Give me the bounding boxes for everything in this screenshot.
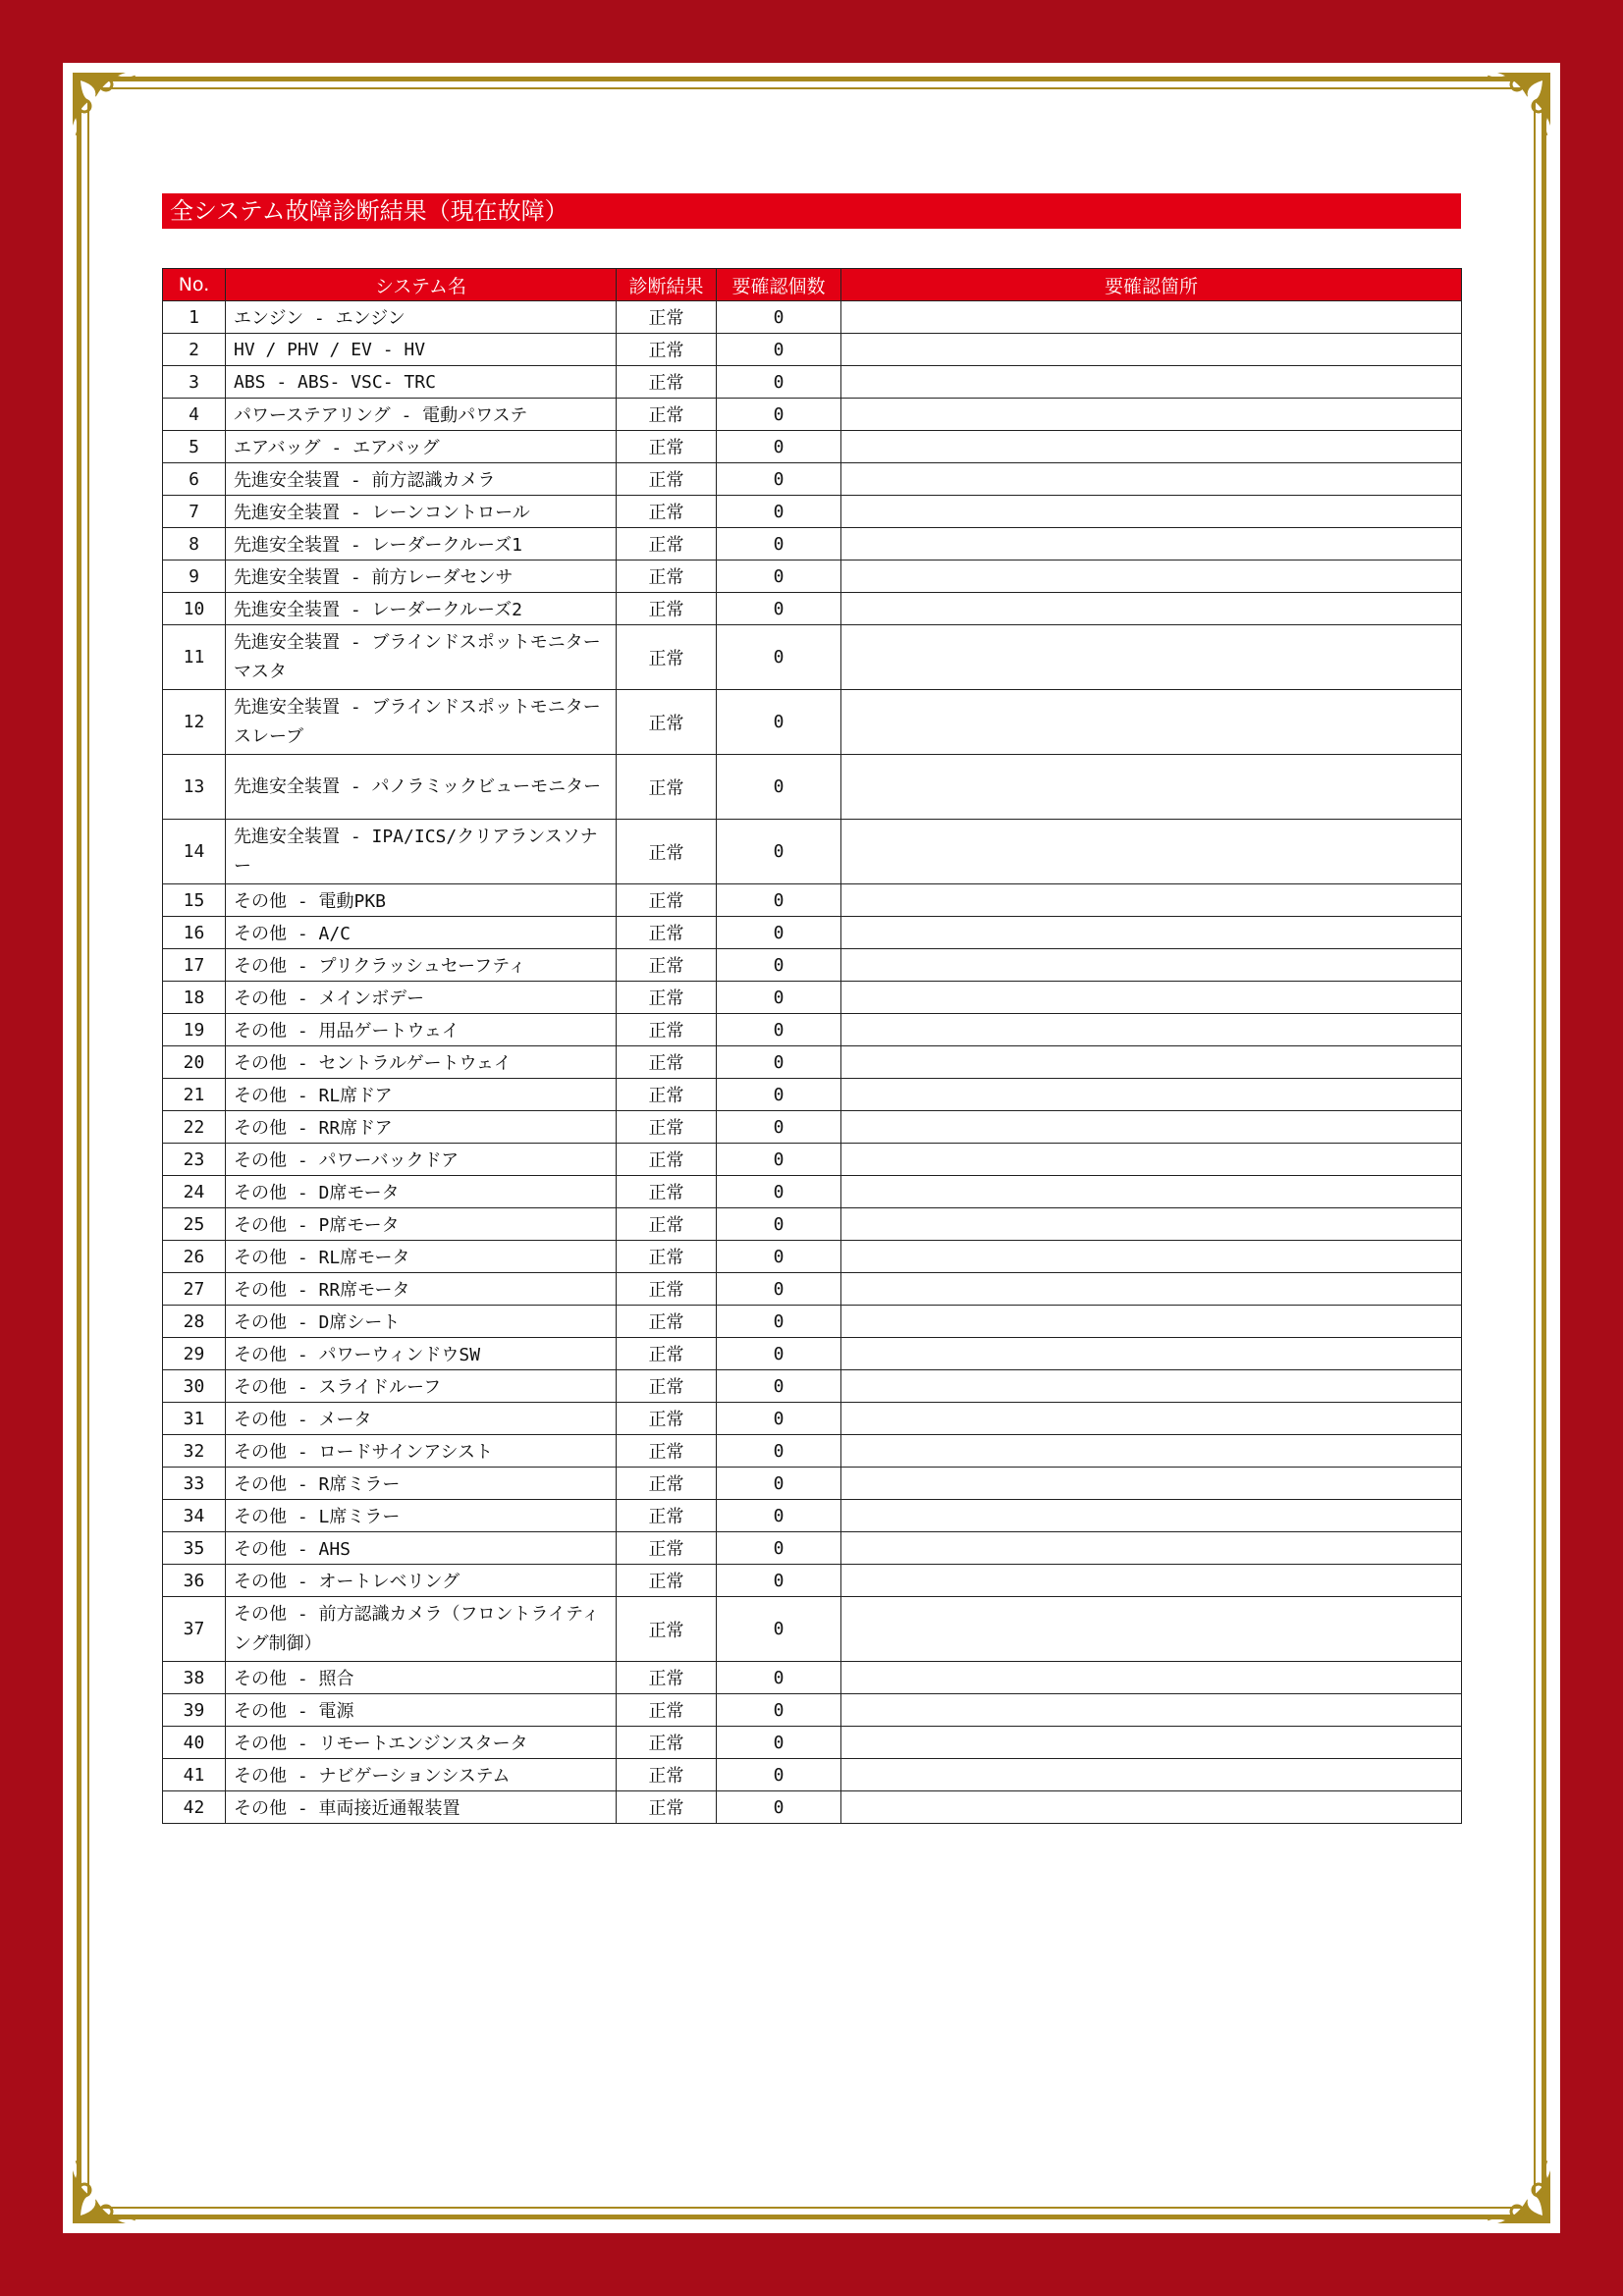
check-count: 0 (717, 1662, 841, 1694)
system-name: 先進安全装置 - レーダークルーズ2 (226, 593, 617, 625)
table-row (163, 1144, 1462, 1176)
check-count: 0 (717, 982, 841, 1014)
corner-ornament-icon (67, 67, 161, 161)
table-row (163, 884, 1462, 917)
row-number: 3 (163, 366, 226, 399)
check-count: 0 (717, 1273, 841, 1306)
row-number: 42 (163, 1791, 226, 1824)
table-row (163, 949, 1462, 982)
table-row (163, 1176, 1462, 1208)
system-name: 先進安全装置 - ブラインドスポットモニター マスタ (226, 625, 617, 690)
system-name: エンジン - エンジン (226, 301, 617, 334)
check-count: 0 (717, 1306, 841, 1338)
row-number: 7 (163, 496, 226, 528)
check-count: 0 (717, 1370, 841, 1403)
check-location (841, 399, 1462, 431)
check-count: 0 (717, 884, 841, 917)
check-count: 0 (717, 917, 841, 949)
system-name: その他 - 前方認識カメラ（フロントライティング制御） (226, 1597, 617, 1662)
system-name: 先進安全装置 - レーダークルーズ1 (226, 528, 617, 561)
check-location (841, 334, 1462, 366)
table-row (163, 1468, 1462, 1500)
system-name: 先進安全装置 - IPA/ICS/クリアランスソナー (226, 820, 617, 884)
table-row (163, 431, 1462, 463)
check-location (841, 1662, 1462, 1694)
diagnosis-result: 正常 (617, 1597, 717, 1662)
check-location (841, 690, 1462, 755)
check-count: 0 (717, 334, 841, 366)
row-number: 36 (163, 1565, 226, 1597)
row-number: 22 (163, 1111, 226, 1144)
check-location (841, 1370, 1462, 1403)
table-row (163, 463, 1462, 496)
check-location (841, 496, 1462, 528)
diagnosis-result: 正常 (617, 1306, 717, 1338)
row-number: 13 (163, 755, 226, 820)
check-location (841, 561, 1462, 593)
system-name: 先進安全装置 - レーンコントロール (226, 496, 617, 528)
system-name: その他 - オートレベリング (226, 1565, 617, 1597)
check-count: 0 (717, 528, 841, 561)
check-count: 0 (717, 1727, 841, 1759)
row-number: 8 (163, 528, 226, 561)
table-row (163, 1759, 1462, 1791)
table-row (163, 1565, 1462, 1597)
check-count: 0 (717, 755, 841, 820)
table-row (163, 496, 1462, 528)
diagnosis-result: 正常 (617, 1468, 717, 1500)
system-name: その他 - プリクラッシュセーフティ (226, 949, 617, 982)
system-name: 先進安全装置 - 前方レーダセンサ (226, 561, 617, 593)
table-row (163, 366, 1462, 399)
check-location (841, 1014, 1462, 1046)
system-name: その他 - メータ (226, 1403, 617, 1435)
row-number: 23 (163, 1144, 226, 1176)
system-name: その他 - RL席モータ (226, 1241, 617, 1273)
table-row (163, 1111, 1462, 1144)
document-page (63, 63, 1560, 2233)
check-location (841, 982, 1462, 1014)
diagnosis-result: 正常 (617, 399, 717, 431)
diagnosis-result: 正常 (617, 755, 717, 820)
diagnosis-result: 正常 (617, 690, 717, 755)
diagnosis-result: 正常 (617, 1532, 717, 1565)
system-name: その他 - 車両接近通報装置 (226, 1791, 617, 1824)
diagnosis-result: 正常 (617, 820, 717, 884)
check-count: 0 (717, 1014, 841, 1046)
table-body (163, 301, 1462, 1824)
table-row (163, 1791, 1462, 1824)
check-count: 0 (717, 949, 841, 982)
table-row (163, 917, 1462, 949)
diagnosis-result: 正常 (617, 1565, 717, 1597)
header-location: 要確認箇所 (841, 269, 1462, 301)
check-count: 0 (717, 496, 841, 528)
row-number: 39 (163, 1694, 226, 1727)
check-count: 0 (717, 1565, 841, 1597)
check-location (841, 1694, 1462, 1727)
check-count: 0 (717, 1111, 841, 1144)
check-location (841, 755, 1462, 820)
check-location (841, 949, 1462, 982)
check-count: 0 (717, 1468, 841, 1500)
table-row (163, 1727, 1462, 1759)
check-location (841, 1565, 1462, 1597)
table-row (163, 399, 1462, 431)
table-row (163, 1500, 1462, 1532)
check-location (841, 1046, 1462, 1079)
check-count: 0 (717, 301, 841, 334)
row-number: 18 (163, 982, 226, 1014)
check-count: 0 (717, 1759, 841, 1791)
table-row (163, 1046, 1462, 1079)
diagnosis-result: 正常 (617, 1370, 717, 1403)
check-location (841, 593, 1462, 625)
check-count: 0 (717, 1403, 841, 1435)
diagnosis-result: 正常 (617, 1727, 717, 1759)
diagnosis-result: 正常 (617, 917, 717, 949)
row-number: 25 (163, 1208, 226, 1241)
table-row (163, 1241, 1462, 1273)
system-name: その他 - R席ミラー (226, 1468, 617, 1500)
check-location (841, 1468, 1462, 1500)
diagnosis-result: 正常 (617, 1273, 717, 1306)
diagnosis-result: 正常 (617, 593, 717, 625)
system-name: 先進安全装置 - ブラインドスポットモニター スレーブ (226, 690, 617, 755)
row-number: 1 (163, 301, 226, 334)
system-name: その他 - L席ミラー (226, 1500, 617, 1532)
diagnosis-result: 正常 (617, 1435, 717, 1468)
row-number: 30 (163, 1370, 226, 1403)
check-count: 0 (717, 399, 841, 431)
row-number: 34 (163, 1500, 226, 1532)
row-number: 31 (163, 1403, 226, 1435)
system-name: その他 - RR席ドア (226, 1111, 617, 1144)
system-name: 先進安全装置 - パノラミックビューモニター (226, 755, 617, 820)
check-count: 0 (717, 1597, 841, 1662)
check-location (841, 1338, 1462, 1370)
corner-ornament-icon (1462, 67, 1556, 161)
diagnosis-result: 正常 (617, 1208, 717, 1241)
row-number: 29 (163, 1338, 226, 1370)
system-name: その他 - AHS (226, 1532, 617, 1565)
page-title: 全システム故障診断結果（現在故障） (162, 193, 1461, 229)
diagnosis-result: 正常 (617, 1694, 717, 1727)
table-row (163, 1208, 1462, 1241)
check-count: 0 (717, 1532, 841, 1565)
diagnosis-result: 正常 (617, 1403, 717, 1435)
table-row (163, 301, 1462, 334)
check-location (841, 528, 1462, 561)
table-row (163, 1273, 1462, 1306)
check-location (841, 1273, 1462, 1306)
table-row (163, 755, 1462, 820)
diagnosis-result: 正常 (617, 334, 717, 366)
table-row (163, 1306, 1462, 1338)
system-name: パワーステアリング - 電動パワステ (226, 399, 617, 431)
check-count: 0 (717, 593, 841, 625)
row-number: 12 (163, 690, 226, 755)
table-row (163, 982, 1462, 1014)
row-number: 20 (163, 1046, 226, 1079)
row-number: 41 (163, 1759, 226, 1791)
diagnosis-result: 正常 (617, 463, 717, 496)
table-row (163, 625, 1462, 690)
row-number: 10 (163, 593, 226, 625)
table-row (163, 1014, 1462, 1046)
check-location (841, 1208, 1462, 1241)
system-name: その他 - D席モータ (226, 1176, 617, 1208)
table-row (163, 561, 1462, 593)
system-name: その他 - スライドルーフ (226, 1370, 617, 1403)
diagnosis-result: 正常 (617, 1014, 717, 1046)
table-row (163, 1694, 1462, 1727)
table-header-row (163, 269, 1462, 301)
row-number: 16 (163, 917, 226, 949)
row-number: 27 (163, 1273, 226, 1306)
system-name: その他 - 電源 (226, 1694, 617, 1727)
check-count: 0 (717, 1144, 841, 1176)
diagnosis-result: 正常 (617, 561, 717, 593)
system-name: ABS - ABS- VSC- TRC (226, 366, 617, 399)
check-location (841, 1306, 1462, 1338)
row-number: 24 (163, 1176, 226, 1208)
system-name: その他 - P席モータ (226, 1208, 617, 1241)
row-number: 17 (163, 949, 226, 982)
check-location (841, 1144, 1462, 1176)
header-count: 要確認個数 (717, 269, 841, 301)
check-count: 0 (717, 1791, 841, 1824)
diagnosis-result: 正常 (617, 1662, 717, 1694)
row-number: 32 (163, 1435, 226, 1468)
check-location (841, 1176, 1462, 1208)
system-name: その他 - 電動PKB (226, 884, 617, 917)
system-name: その他 - メインボデー (226, 982, 617, 1014)
check-count: 0 (717, 561, 841, 593)
system-name: エアバッグ - エアバッグ (226, 431, 617, 463)
row-number: 35 (163, 1532, 226, 1565)
check-location (841, 1241, 1462, 1273)
diagnosis-result: 正常 (617, 496, 717, 528)
table-row (163, 1597, 1462, 1662)
header-system: システム名 (226, 269, 617, 301)
diagnosis-result: 正常 (617, 1079, 717, 1111)
check-location (841, 301, 1462, 334)
row-number: 9 (163, 561, 226, 593)
check-location (841, 366, 1462, 399)
diagnosis-result: 正常 (617, 528, 717, 561)
check-count: 0 (717, 1208, 841, 1241)
diagnosis-result: 正常 (617, 1176, 717, 1208)
system-name: その他 - D席シート (226, 1306, 617, 1338)
row-number: 40 (163, 1727, 226, 1759)
system-name: その他 - リモートエンジンスタータ (226, 1727, 617, 1759)
table-row (163, 334, 1462, 366)
table-row (163, 1435, 1462, 1468)
diagnosis-result: 正常 (617, 1338, 717, 1370)
row-number: 28 (163, 1306, 226, 1338)
table-row (163, 1403, 1462, 1435)
diagnosis-result: 正常 (617, 1500, 717, 1532)
row-number: 33 (163, 1468, 226, 1500)
header-no: No. (163, 269, 226, 301)
diagnosis-result: 正常 (617, 1759, 717, 1791)
check-count: 0 (717, 1500, 841, 1532)
diagnosis-result: 正常 (617, 625, 717, 690)
system-name: その他 - 用品ゲートウェイ (226, 1014, 617, 1046)
check-location (841, 1597, 1462, 1662)
row-number: 2 (163, 334, 226, 366)
check-count: 0 (717, 366, 841, 399)
diagnosis-result: 正常 (617, 1241, 717, 1273)
table-row (163, 1662, 1462, 1694)
system-name: HV / PHV / EV - HV (226, 334, 617, 366)
diagnosis-result: 正常 (617, 301, 717, 334)
diagnosis-result: 正常 (617, 1111, 717, 1144)
system-name: その他 - RR席モータ (226, 1273, 617, 1306)
system-name: 先進安全装置 - 前方認識カメラ (226, 463, 617, 496)
check-count: 0 (717, 1241, 841, 1273)
system-name: その他 - RL席ドア (226, 1079, 617, 1111)
check-count: 0 (717, 1338, 841, 1370)
check-count: 0 (717, 625, 841, 690)
check-count: 0 (717, 1694, 841, 1727)
header-result: 診断結果 (617, 269, 717, 301)
check-count: 0 (717, 1046, 841, 1079)
row-number: 38 (163, 1662, 226, 1694)
check-count: 0 (717, 431, 841, 463)
check-location (841, 917, 1462, 949)
diagnosis-table (162, 268, 1462, 1824)
row-number: 14 (163, 820, 226, 884)
check-location (841, 820, 1462, 884)
check-location (841, 1759, 1462, 1791)
check-count: 0 (717, 820, 841, 884)
corner-ornament-icon (67, 2135, 161, 2229)
row-number: 19 (163, 1014, 226, 1046)
check-location (841, 1111, 1462, 1144)
check-location (841, 1403, 1462, 1435)
check-count: 0 (717, 1435, 841, 1468)
table-row (163, 1370, 1462, 1403)
check-location (841, 1079, 1462, 1111)
row-number: 6 (163, 463, 226, 496)
row-number: 4 (163, 399, 226, 431)
check-location (841, 625, 1462, 690)
diagnosis-result: 正常 (617, 431, 717, 463)
diagnosis-result: 正常 (617, 1046, 717, 1079)
table-row (163, 528, 1462, 561)
check-location (841, 1791, 1462, 1824)
check-location (841, 1500, 1462, 1532)
system-name: その他 - ロードサインアシスト (226, 1435, 617, 1468)
table-row (163, 1338, 1462, 1370)
check-count: 0 (717, 1176, 841, 1208)
row-number: 26 (163, 1241, 226, 1273)
check-count: 0 (717, 1079, 841, 1111)
check-location (841, 884, 1462, 917)
check-location (841, 1532, 1462, 1565)
table-row (163, 820, 1462, 884)
corner-ornament-icon (1462, 2135, 1556, 2229)
row-number: 15 (163, 884, 226, 917)
system-name: その他 - ナビゲーションシステム (226, 1759, 617, 1791)
table-row (163, 1079, 1462, 1111)
table-row (163, 593, 1462, 625)
diagnosis-result: 正常 (617, 1144, 717, 1176)
row-number: 37 (163, 1597, 226, 1662)
check-location (841, 1435, 1462, 1468)
diagnosis-result: 正常 (617, 366, 717, 399)
diagnosis-result: 正常 (617, 982, 717, 1014)
check-location (841, 431, 1462, 463)
check-location (841, 463, 1462, 496)
check-count: 0 (717, 690, 841, 755)
diagnosis-result: 正常 (617, 949, 717, 982)
check-location (841, 1727, 1462, 1759)
row-number: 21 (163, 1079, 226, 1111)
system-name: その他 - 照合 (226, 1662, 617, 1694)
diagnosis-result: 正常 (617, 884, 717, 917)
check-count: 0 (717, 463, 841, 496)
system-name: その他 - パワーウィンドウSW (226, 1338, 617, 1370)
row-number: 5 (163, 431, 226, 463)
diagnosis-result: 正常 (617, 1791, 717, 1824)
system-name: その他 - パワーバックドア (226, 1144, 617, 1176)
table-row (163, 1532, 1462, 1565)
table-row (163, 690, 1462, 755)
row-number: 11 (163, 625, 226, 690)
system-name: その他 - A/C (226, 917, 617, 949)
system-name: その他 - セントラルゲートウェイ (226, 1046, 617, 1079)
